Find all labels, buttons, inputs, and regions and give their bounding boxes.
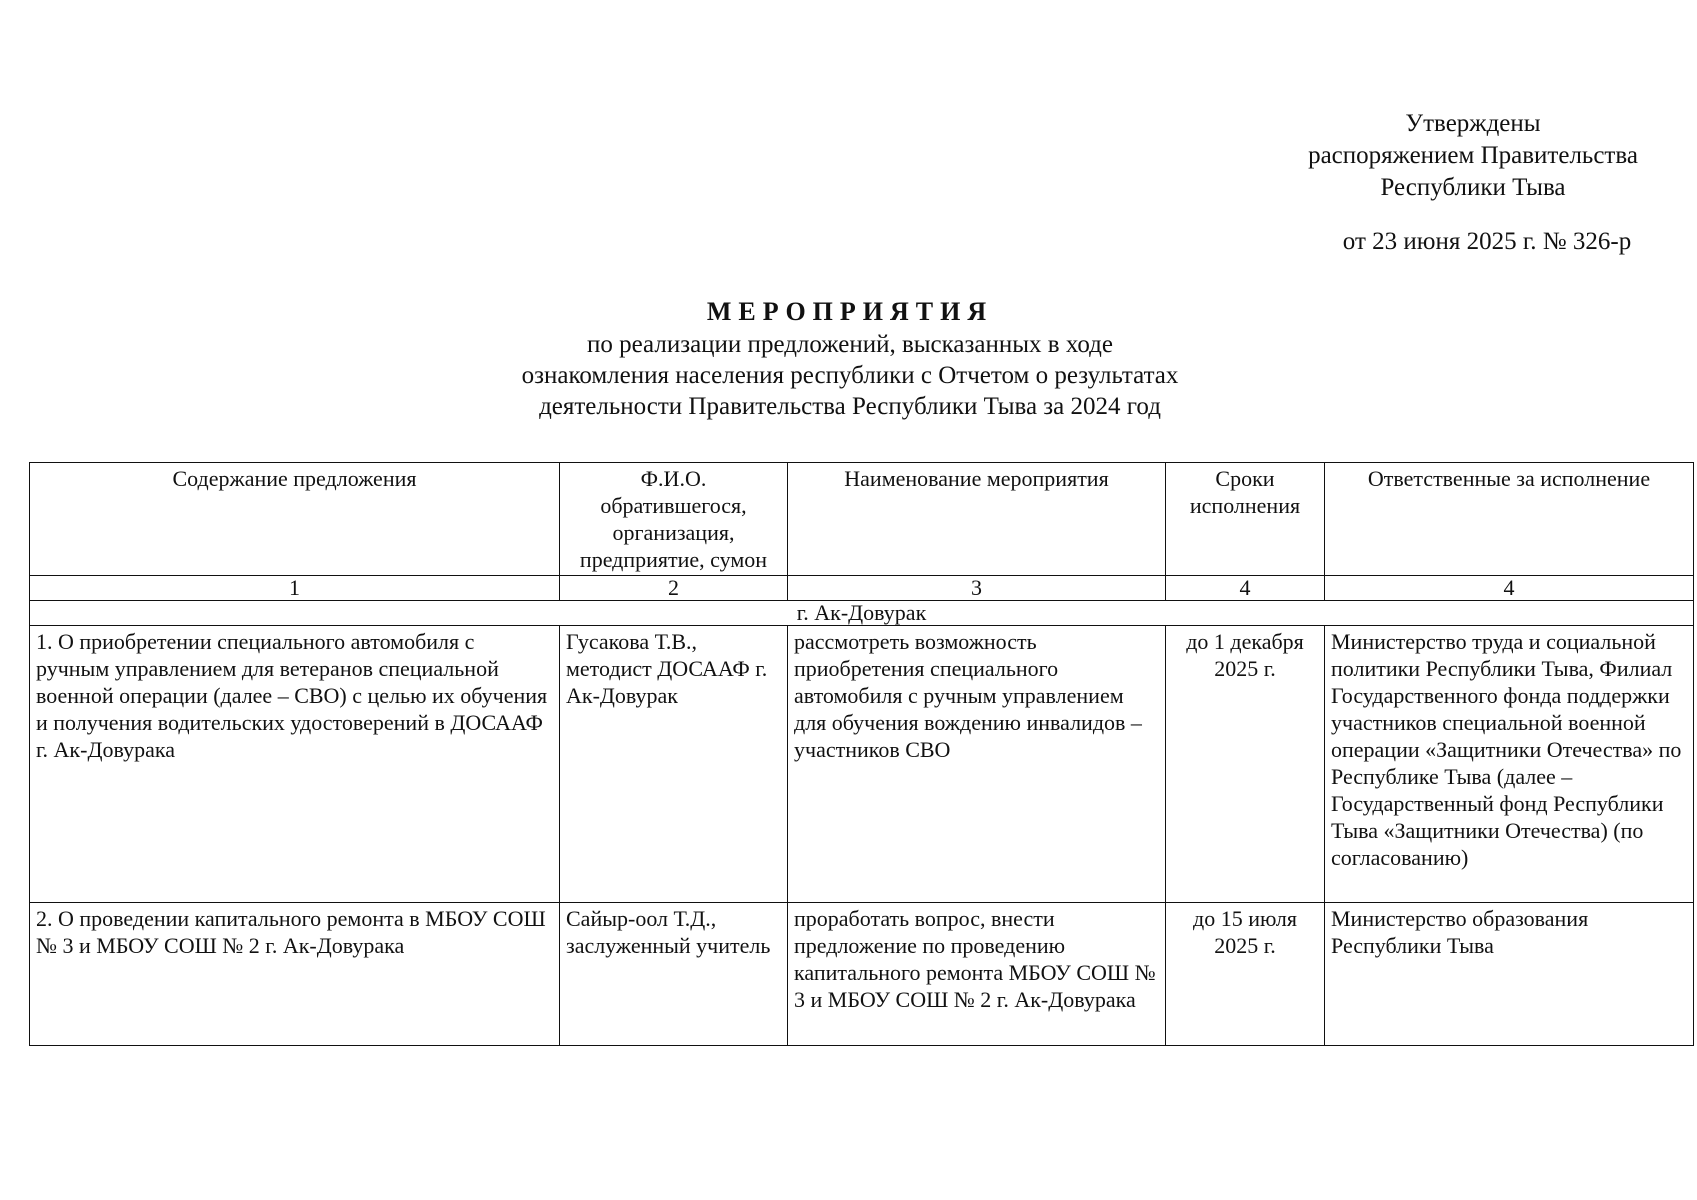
- cell-responsible: Министерство образования Республики Тыва: [1325, 903, 1694, 1046]
- document-title: МЕРОПРИЯТИЯ: [706, 297, 994, 326]
- column-number: 2: [560, 576, 788, 601]
- cell-deadline: до 15 июля 2025 г.: [1166, 903, 1325, 1046]
- column-number: 4: [1166, 576, 1325, 601]
- header-deadline: Сроки исполнения: [1166, 463, 1325, 576]
- cell-content: 2. О проведении капитального ремонта в МБОУ СОШ № 3 и МБОУ СОШ № 2 г. Ак-Довурака: [30, 903, 560, 1046]
- cell-deadline: до 1 декабря 2025 г.: [1166, 626, 1325, 903]
- region-label: г. Ак-Довурак: [30, 601, 1694, 626]
- table-row: [30, 903, 1694, 1046]
- approval-line: Утверждены: [1405, 110, 1541, 137]
- approval-line: Республики Тыва: [1380, 174, 1566, 201]
- column-number: 1: [30, 576, 560, 601]
- document-subtitle-line: по реализации предложений, высказанных в ходе: [587, 331, 1113, 358]
- cell-responsible: Министерство труда и социальной политики Республики Тыва, Филиал Государственного фонда поддержки участников специальной военной операции «Защитники Отечества» по Республике Тыва (далее – Государственный фонд Республики Тыва «Защитники Отечества) (по согласованию): [1325, 626, 1694, 903]
- approval-stamp: [1268, 108, 1678, 258]
- table-header-row: [30, 463, 1694, 576]
- cell-measure: рассмотреть возможность приобретения специального автомобиля с ручным управлением для обучения вождению инвалидов – участников СВО: [788, 626, 1166, 903]
- events-table: [29, 462, 1694, 1046]
- document-title-block: [380, 296, 1320, 422]
- cell-applicant: Сайыр-оол Т.Д., заслуженный учитель: [560, 903, 788, 1046]
- header-responsible: Ответственные за исполнение: [1325, 463, 1694, 576]
- approval-line: распоряжением Правительства: [1308, 142, 1638, 169]
- table-row: [30, 626, 1694, 903]
- document-subtitle-line: ознакомления населения республики с Отчетом о результатах: [521, 362, 1179, 389]
- header-content: Содержание предложения: [30, 463, 560, 576]
- cell-applicant: Гусакова Т.В., методист ДОСААФ г. Ак-Довурак: [560, 626, 788, 903]
- column-number: 3: [788, 576, 1166, 601]
- header-applicant: Ф.И.О. обратившегося, организация, предприятие, сумон: [560, 463, 788, 576]
- approval-date: от 23 июня 2025 г. № 326-р: [1342, 228, 1632, 255]
- document-subtitle-line: деятельности Правительства Республики Тыва за 2024 год: [539, 393, 1161, 420]
- cell-content: 1. О приобретении специального автомобиля с ручным управлением для ветеранов специальной военной операции (далее – СВО) с целью их обучения и получения водительских удостоверений в ДОСААФ г. Ак-Довурака: [30, 626, 560, 903]
- header-measure: Наименование мероприятия: [788, 463, 1166, 576]
- cell-measure: проработать вопрос, внести предложение по проведению капитального ремонта МБОУ СОШ № 3 и МБОУ СОШ № 2 г. Ак-Довурака: [788, 903, 1166, 1046]
- column-number-row: [30, 576, 1694, 601]
- region-row: [30, 601, 1694, 626]
- column-number: 4: [1325, 576, 1694, 601]
